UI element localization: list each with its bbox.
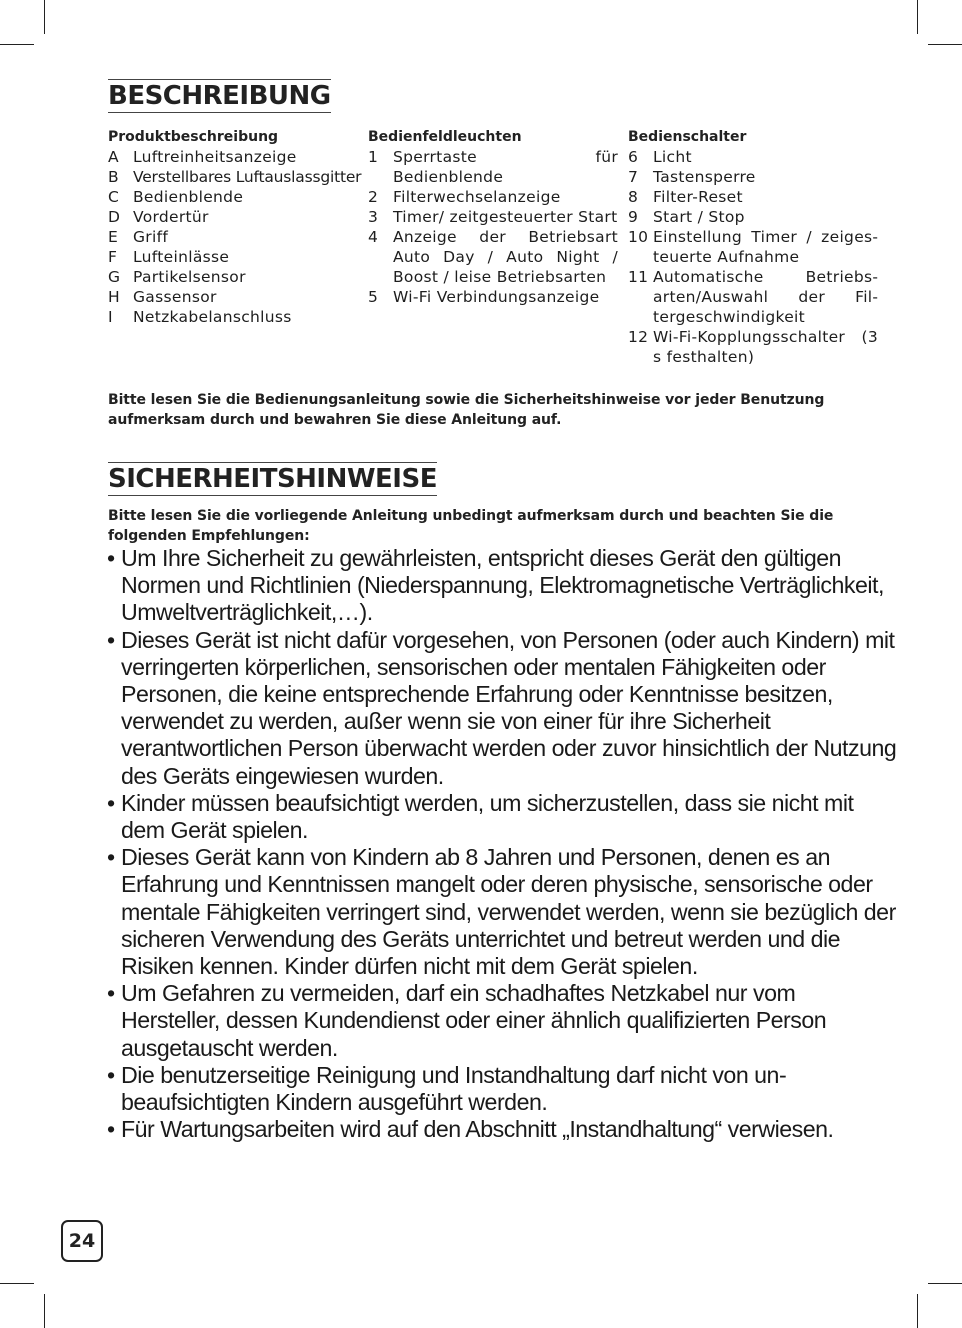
item-text: Anzeige der Betriebsart Auto Day / Auto Night / Boost / leise Betriebsarten bbox=[393, 228, 618, 286]
item-text: Sperrtaste für Bedienblende bbox=[393, 148, 618, 186]
bullet-icon: • bbox=[107, 545, 115, 571]
crop-mark bbox=[44, 1294, 45, 1328]
list-item bbox=[628, 167, 878, 187]
bullet-icon: • bbox=[107, 980, 115, 1007]
item-text: Filter-Reset bbox=[653, 188, 743, 206]
bullet-icon: • bbox=[107, 789, 115, 816]
crop-mark bbox=[0, 1283, 34, 1284]
item-text: Einstellung Timer / zeigesteuerte Aufnahme bbox=[653, 228, 878, 266]
list-item bbox=[628, 147, 878, 167]
bullet-icon: • bbox=[107, 1116, 115, 1143]
safety-item bbox=[107, 627, 897, 790]
list-item bbox=[108, 167, 363, 187]
item-key: B bbox=[108, 168, 119, 186]
page-number: 24 bbox=[61, 1220, 103, 1262]
list-item bbox=[368, 187, 618, 207]
safety-item bbox=[107, 545, 897, 627]
item-key: I bbox=[108, 308, 113, 326]
safety-item bbox=[107, 980, 897, 1062]
item-text: Bedienblende bbox=[133, 188, 244, 206]
item-key: E bbox=[108, 228, 119, 246]
column-heading: Bedienfeldleuchten bbox=[368, 129, 522, 145]
safety-text: Kinder müssen beaufsichtigt werden, um sicherzustellen, dass sie nicht mit dem Gerät spielen. bbox=[121, 789, 854, 844]
list-item bbox=[108, 207, 363, 227]
item-text: Tastensperre bbox=[653, 168, 756, 186]
item-text: Netzkabelanschluss bbox=[133, 308, 292, 326]
crop-mark bbox=[917, 0, 918, 34]
safety-text: Die benutzerseitige Reinigung und Instandhaltung darf nicht von unbeaufsichtigten Kindern ausgeführt werden. bbox=[121, 1061, 787, 1116]
column-heading: Produktbeschreibung bbox=[108, 129, 279, 145]
list-item bbox=[628, 207, 878, 227]
item-key: 4 bbox=[368, 228, 379, 246]
safety-text: Um Ihre Sicherheit zu gewährleisten, entspricht dieses Gerät den gültigen Normen und Richtlinien (Niederspannung, Elektromagnetische Verträglichkeit, Umweltverträglichkeit,…). bbox=[121, 545, 884, 626]
item-key: C bbox=[108, 188, 120, 206]
crop-mark bbox=[0, 44, 34, 45]
item-text: Automatische Betriebsarten/Auswahl der Filtergeschwindigkeit bbox=[653, 268, 878, 326]
item-key: 12 bbox=[628, 328, 649, 346]
item-key: G bbox=[108, 268, 121, 286]
item-text: Verstellbares Luftauslassgitter bbox=[133, 168, 362, 186]
list-item bbox=[368, 147, 618, 187]
safety-item bbox=[107, 844, 897, 980]
item-key: F bbox=[108, 248, 118, 266]
list-item bbox=[628, 187, 878, 207]
bullet-icon: • bbox=[107, 844, 115, 871]
safety-item bbox=[107, 790, 897, 844]
list-item bbox=[108, 227, 363, 247]
item-text: Wi-Fi-Kopplungsschalter (3 s festhalten) bbox=[653, 328, 878, 366]
safety-item bbox=[107, 1062, 897, 1116]
bedienschalter-column bbox=[628, 127, 878, 367]
item-text: Licht bbox=[653, 148, 692, 166]
column-heading: Bedienschalter bbox=[628, 129, 747, 145]
item-key: A bbox=[108, 148, 119, 166]
crop-mark bbox=[44, 0, 45, 34]
item-key: 3 bbox=[368, 208, 379, 226]
item-text: Griff bbox=[133, 228, 169, 246]
item-text: Partikelsensor bbox=[133, 268, 246, 286]
safety-item bbox=[107, 1116, 897, 1143]
list-item bbox=[628, 327, 878, 367]
list-item bbox=[108, 287, 363, 307]
bedienfeldleuchten-column bbox=[368, 127, 618, 307]
list-item bbox=[108, 307, 363, 327]
item-text: Filterwechselanzeige bbox=[393, 188, 561, 206]
safety-text: Für Wartungsarbeiten wird auf den Abschnitt „Instandhaltung“ verwiesen. bbox=[121, 1116, 834, 1143]
item-text: Start / Stop bbox=[653, 208, 745, 226]
bullet-icon: • bbox=[107, 626, 115, 653]
section-title-beschreibung: BESCHREIBUNG bbox=[108, 81, 331, 111]
safety-text: Dieses Gerät ist nicht dafür vorgesehen, von Personen (oder auch Kindern) mit verringerten körperlichen, sensorischen oder mentalen Fähigkeiten oder Personen, die keine entsprechende Erfahrung oder Kenntnisse besitzen, verwendet zu werden, außer wenn sie von einer für ihre Sicherheit verantwortlichen Person überwacht werden oder zuvor hinsichtlich der Nutzung des Geräts eingewiesen wurden. bbox=[121, 626, 897, 789]
item-text: Vordertür bbox=[133, 208, 209, 226]
bullet-icon: • bbox=[107, 1061, 115, 1088]
list-item bbox=[108, 187, 363, 207]
list-item bbox=[368, 227, 618, 287]
item-key: 2 bbox=[368, 188, 379, 206]
item-text: Luftreinheitsanzeige bbox=[133, 148, 297, 166]
produktbeschreibung-column bbox=[108, 127, 363, 327]
safety-intro-note: Bitte lesen Sie die vorliegende Anleitung unbedingt aufmerksam durch und beachten Sie die folgenden Empfehlungen: bbox=[108, 508, 834, 544]
safety-list bbox=[107, 545, 897, 1143]
item-key: H bbox=[108, 288, 120, 306]
list-item bbox=[628, 227, 878, 267]
item-key: 1 bbox=[368, 148, 379, 166]
crop-mark bbox=[917, 1294, 918, 1328]
item-key: 11 bbox=[628, 268, 649, 286]
crop-mark bbox=[928, 1283, 962, 1284]
item-text: Wi-Fi Verbindungsanzeige bbox=[393, 288, 600, 306]
item-key: 8 bbox=[628, 188, 639, 206]
item-key: 7 bbox=[628, 168, 639, 186]
list-item bbox=[108, 247, 363, 267]
list-item bbox=[368, 207, 618, 227]
read-manual-note: Bitte lesen Sie die Bedienungsanleitung sowie die Sicherheitshinweise vor jeder Benutzung aufmerksam durch und bewahren Sie diese Anleitung auf. bbox=[108, 392, 825, 428]
item-text: Lufteinlässe bbox=[133, 248, 230, 266]
item-key: 9 bbox=[628, 208, 639, 226]
list-item bbox=[108, 267, 363, 287]
item-key: 6 bbox=[628, 148, 639, 166]
item-key: 5 bbox=[368, 288, 379, 306]
list-item bbox=[108, 147, 363, 167]
safety-text: Um Gefahren zu vermeiden, darf ein schadhaftes Netzkabel nur vom Hersteller, dessen Kundendienst oder einer ähnlich qualifizierten Person ausgetauscht werden. bbox=[121, 980, 827, 1061]
safety-text: Dieses Gerät kann von Kindern ab 8 Jahren und Personen, denen es an Erfahrung und Kenntnissen mangelt oder deren physische, sensorische oder mentale Fähigkeiten verringert sind, verwendet werden, wenn sie bezüglich der sicheren Verwendung des Geräts unterrichtet und betreut werden und die Risiken kennen. Kinder dürfen nicht mit dem Gerät spielen. bbox=[121, 844, 896, 980]
item-key: D bbox=[108, 208, 121, 226]
item-text: Timer/ zeitgesteuerter Start bbox=[393, 208, 618, 226]
list-item bbox=[628, 267, 878, 327]
crop-mark bbox=[928, 44, 962, 45]
section-title-sicherheitshinweise: SICHERHEITSHINWEISE bbox=[108, 464, 437, 494]
item-key: 10 bbox=[628, 228, 649, 246]
list-item bbox=[368, 287, 618, 307]
item-text: Gassensor bbox=[133, 288, 217, 306]
